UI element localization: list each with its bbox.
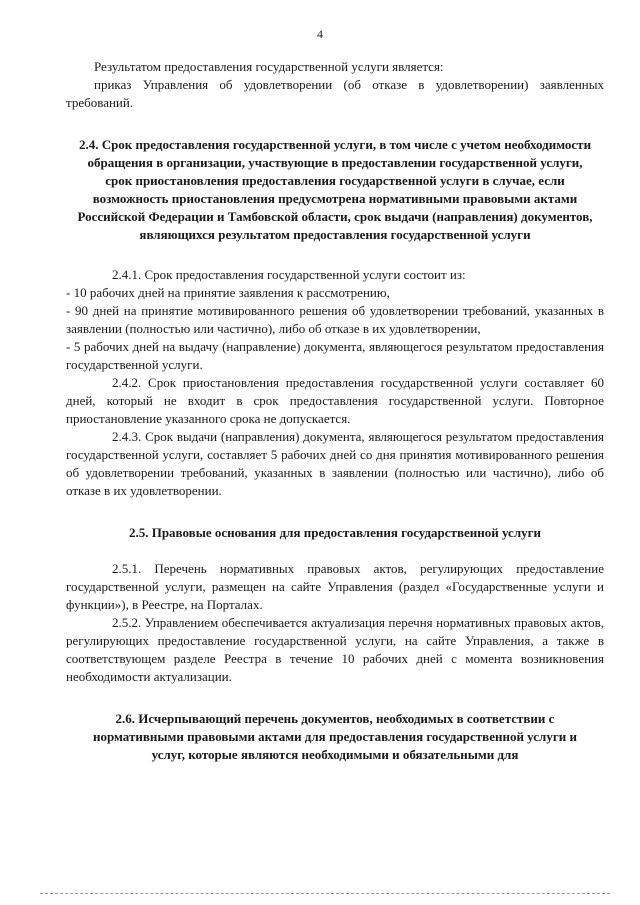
scan-edge-line — [40, 893, 610, 895]
result-intro: Результатом предоставления государственной услуги является: — [94, 59, 444, 74]
result-item: приказ Управления об удовлетворении (об отказе в удовлетворении) заявленных требований. — [66, 77, 604, 110]
page-number: 4 — [317, 27, 323, 41]
list-item-5-days: - 5 рабочих дней на выдачу (направление) документа, являющегося результатом предоставления государственной услуги. — [66, 339, 604, 372]
paragraph-2-4-2: 2.4.2. Срок приостановления предоставления государственной услуги составляет 60 дней, который не входит в срок предоставления государственной услуги. Повторное приостановление указанного срока не допускается. — [66, 375, 604, 426]
paragraph-2-5-2: 2.5.2. Управлением обеспечивается актуализация перечня нормативных правовых актов, регулирующих предоставление государственной услуги, на сайте Управления, а также в соответствующем разделе Реестра в течение 10 рабочих дней с момента возникновения необходимости актуализации. — [66, 615, 604, 684]
list-item-90-days: - 90 дней на принятие мотивированного решения об удовлетворении требований, указанных в заявлении (полностью или частично), либо об отказе в их удовлетворении, — [66, 303, 604, 336]
section-2-5-heading: 2.5. Правовые основания для предоставления государственной услуги — [128, 525, 542, 540]
document-body — [66, 58, 604, 764]
paragraph-2-4-1: 2.4.1. Срок предоставления государственной услуги состоит из: — [112, 267, 466, 282]
list-item-10-days: - 10 рабочих дней на принятие заявления к рассмотрению, — [66, 285, 390, 300]
paragraph-2-5-1: 2.5.1. Перечень нормативных правовых актов, регулирующих предоставление государственной услуги, размещен на сайте Управления (раздел «Государственные услуги и функции»), в Реестре, на Порталах. — [66, 561, 604, 612]
paragraph-2-4-3: 2.4.3. Срок выдачи (направления) документа, являющегося результатом предоставления государственной услуги, составляет 5 рабочих дней со дня принятия мотивированного решения об удовлетворении требований, указанных в заявлении (полностью или частично), либо об отказе в их удовлетворении. — [66, 429, 604, 498]
section-2-4-heading: 2.4. Срок предоставления государственной услуги, в том числе с учетом необходимости обращения в организации, участвующие в предоставлении государственной услуги, срок приостановления предоставления государственной услуги в случае, если возможность приостановления предусмотрена нормативными правовыми актами Российской Федерации и Тамбовской области, срок выдачи (направления) документов, являющихся результатом предоставления государственной услуги — [77, 137, 593, 242]
section-2-6-heading: 2.6. Исчерпывающий перечень документов, необходимых в соответствии с нормативными правовыми актами для предоставления государственной услуги и услуг, которые являются необходимыми и обязательными для — [93, 711, 577, 762]
